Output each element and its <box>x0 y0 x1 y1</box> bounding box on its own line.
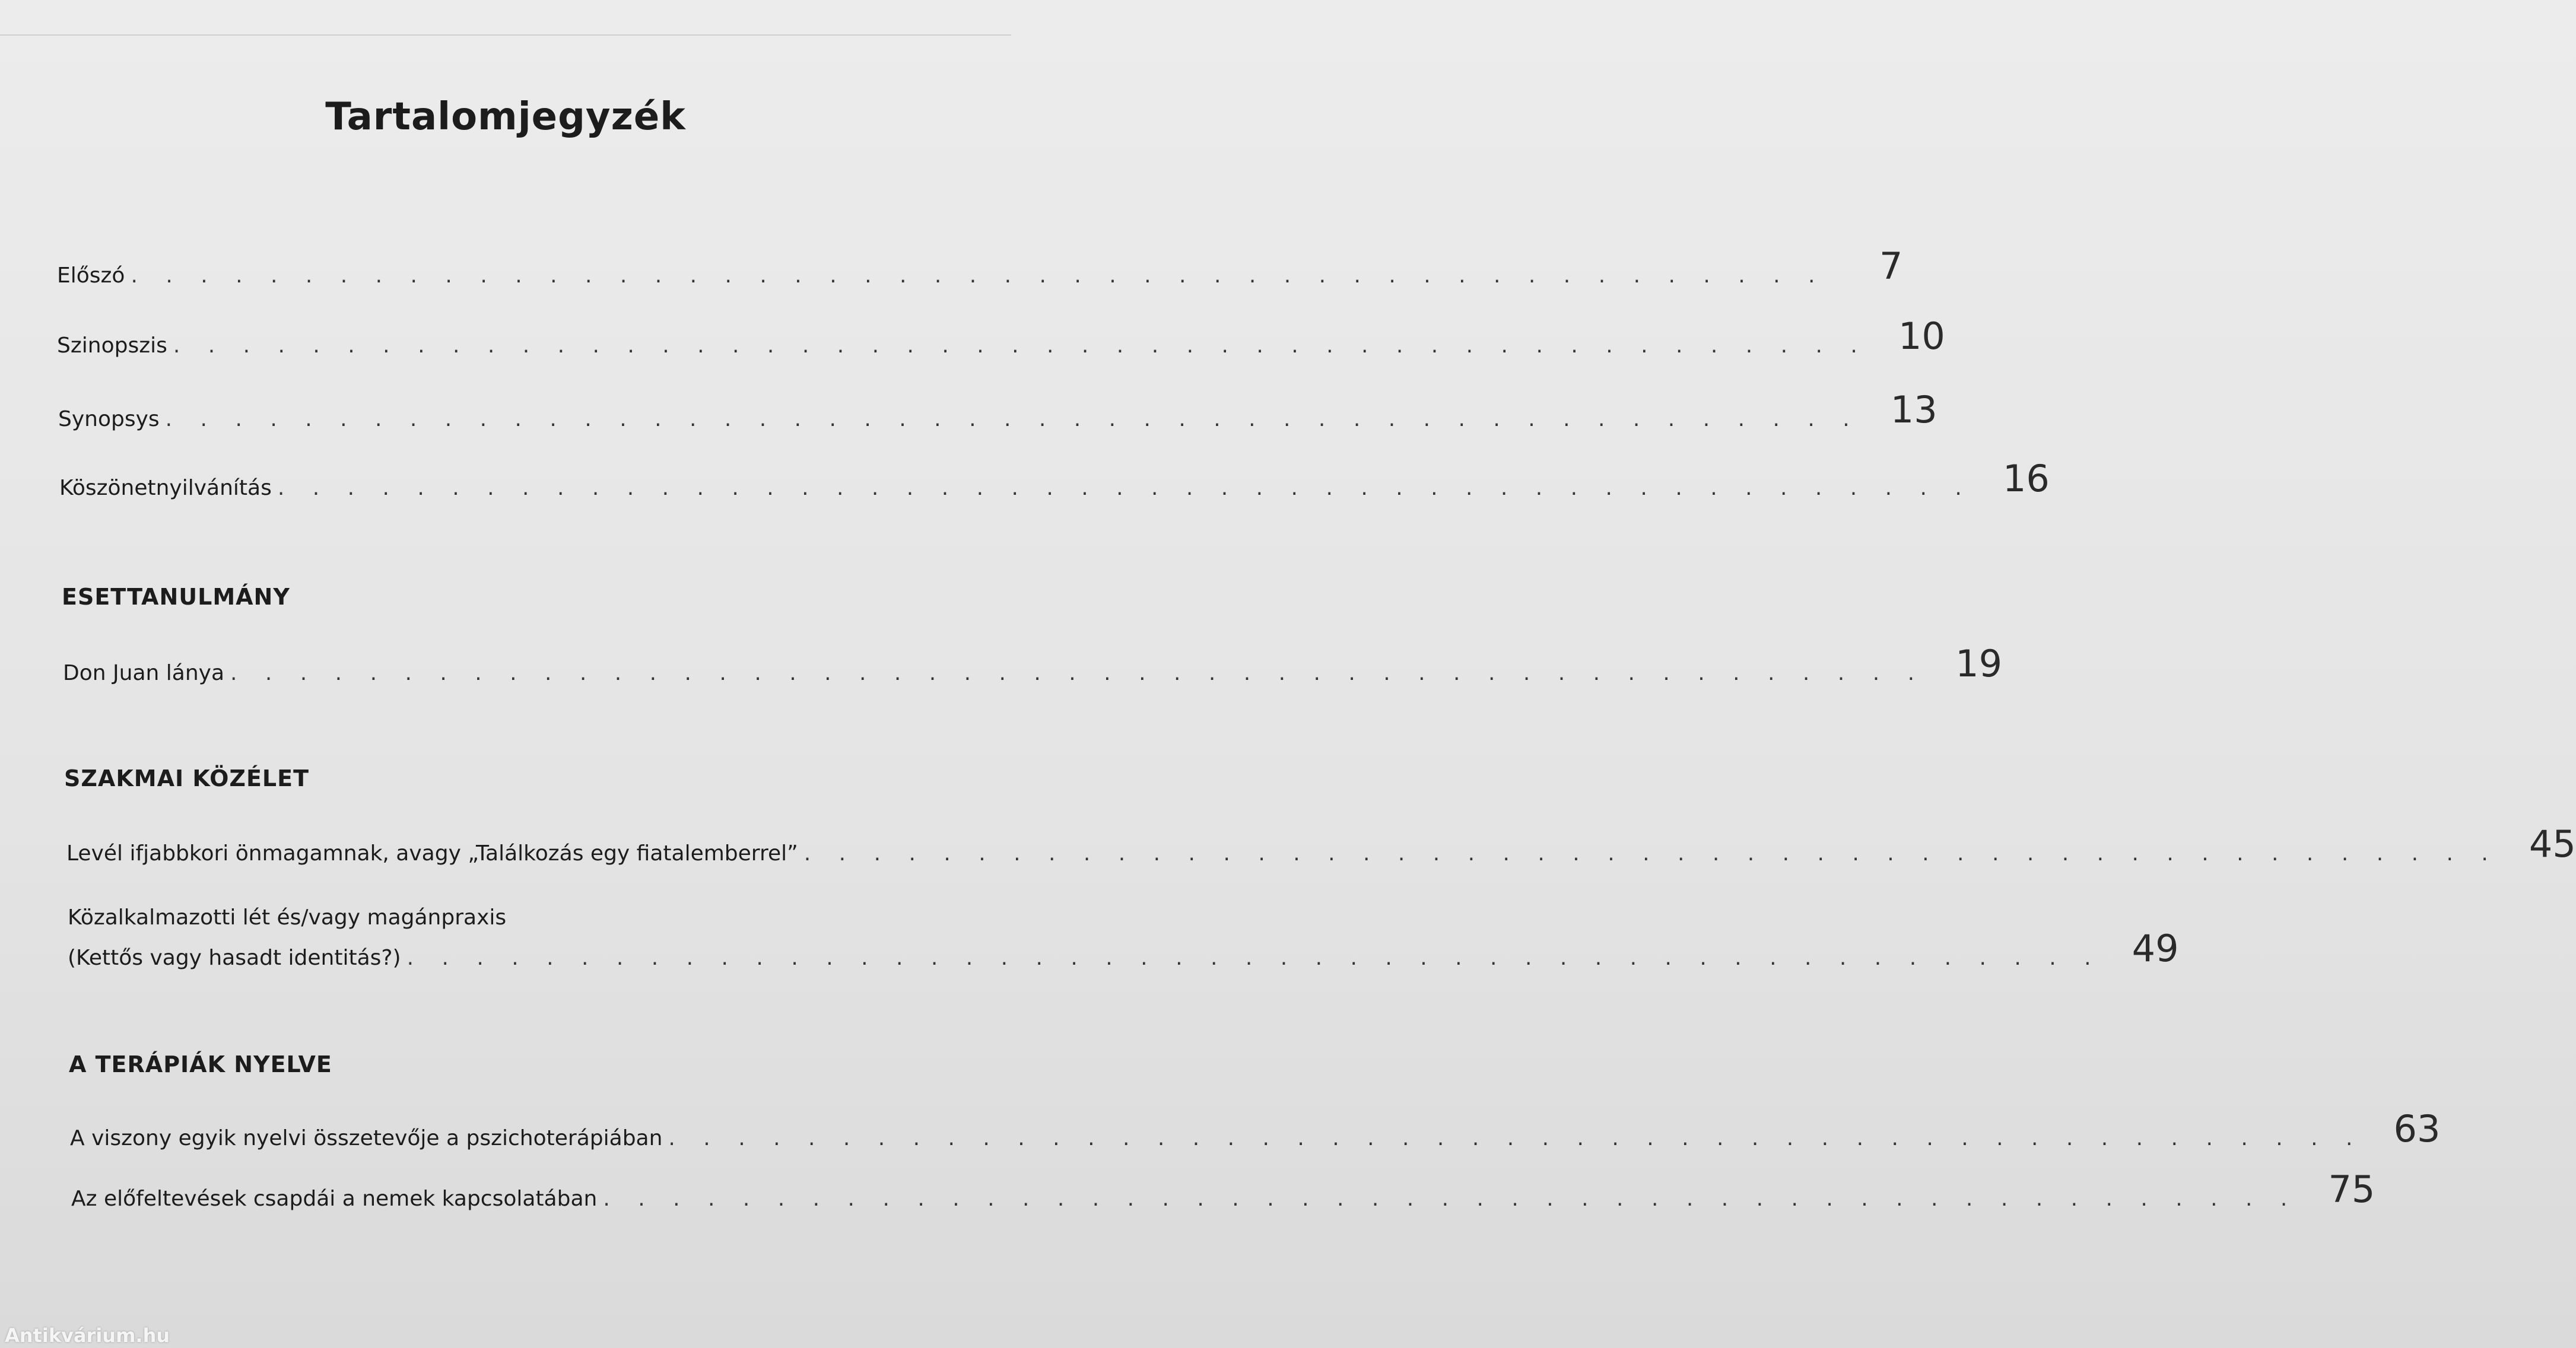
toc-entry-page: 19 <box>1955 642 2003 685</box>
leader-dots: . . . . . . . . . . . . . . . . . . . . . . . . . . . . . . . . . . . . . . . . . . . . . . . . . <box>230 661 1926 685</box>
toc-entry-eloszo <box>57 244 1903 288</box>
toc-entry-page: 63 <box>2393 1107 2441 1150</box>
page-edge-line <box>0 34 1011 36</box>
toc-entry-label: Don Juan lánya <box>63 661 225 685</box>
toc-entry-label-line1: Közalkalmazotti lét és/vagy magánpraxis <box>68 905 507 930</box>
toc-entry-label: Az előfeltevések csapdái a nemek kapcsolatában <box>71 1187 598 1211</box>
section-heading-terapiak-nyelve: A TERÁPIÁK NYELVE <box>69 1051 332 1077</box>
leader-dots: . . . . . . . . . . . . . . . . . . . . . . . . . . . . . . . . . . . . . . . . . . . . . . . . . <box>803 841 2499 866</box>
section-heading-szakmai-kozelet: SZAKMAI KÖZÉLET <box>64 765 310 791</box>
toc-entry-label: A viszony egyik nyelvi összetevője a pszichoterápiában <box>70 1126 663 1150</box>
toc-entry-label: Levél ifjabbkori önmagamnak, avagy „Találkozás egy fiatalemberrel” <box>66 841 798 866</box>
toc-entry-page: 16 <box>2002 457 2050 500</box>
toc-entry-viszony <box>70 1107 2441 1150</box>
toc-entry-label: Synopsys <box>58 407 160 431</box>
leader-dots: . . . . . . . . . . . . . . . . . . . . . . . . . . . . . . . . . . . . . . . . . . . . . . . . . <box>406 946 2102 970</box>
section-heading-esettanulmany: ESETTANULMÁNY <box>62 584 290 610</box>
toc-entry-label: Szinopszis <box>57 333 167 358</box>
toc-entry-page: 7 <box>1879 244 1903 288</box>
toc-entry-szinopszis <box>57 314 1945 358</box>
watermark: Antikvárium.hu <box>5 1324 170 1347</box>
toc-entry-page: 45 <box>2529 822 2576 866</box>
toc-entry-page: 13 <box>1890 388 1937 431</box>
toc-entry-elofeltevesek <box>71 1168 2375 1211</box>
toc-entry-page: 10 <box>1898 314 1945 358</box>
leader-dots: . . . . . . . . . . . . . . . . . . . . . . . . . . . . . . . . . . . . . . . . . . . . . . . . . <box>131 263 1826 288</box>
toc-entry-page: 49 <box>2132 927 2179 970</box>
leader-dots: . . . . . . . . . . . . . . . . . . . . . . . . . . . . . . . . . . . . . . . . . . . . . . . . . <box>165 407 1860 431</box>
toc-entry-page: 75 <box>2328 1168 2375 1211</box>
leader-dots: . . . . . . . . . . . . . . . . . . . . . . . . . . . . . . . . . . . . . . . . . . . . . . . . . <box>668 1126 2364 1150</box>
toc-entry-don-juan <box>63 642 2003 685</box>
toc-entry-label: Előszó <box>57 263 125 288</box>
leader-dots: . . . . . . . . . . . . . . . . . . . . . . . . . . . . . . . . . . . . . . . . . . . . . . . . . <box>173 333 1868 358</box>
toc-entry-synopsys <box>58 388 1937 431</box>
toc-entry-koszonet <box>59 457 2050 500</box>
toc-entry-label: Köszönetnyilvánítás <box>59 476 272 500</box>
leader-dots: . . . . . . . . . . . . . . . . . . . . . . . . . . . . . . . . . . . . . . . . . . . . . . . . . <box>277 476 1973 500</box>
leader-dots: . . . . . . . . . . . . . . . . . . . . . . . . . . . . . . . . . . . . . . . . . . . . . . . . . <box>603 1187 2298 1211</box>
toc-entry-level <box>66 822 2576 866</box>
toc-entry-label: (Kettős vagy hasadt identitás?) <box>68 946 401 970</box>
page-title: Tartalomjegyzék <box>325 95 686 139</box>
toc-entry-kozalkalmazotti-line2 <box>68 927 2179 970</box>
